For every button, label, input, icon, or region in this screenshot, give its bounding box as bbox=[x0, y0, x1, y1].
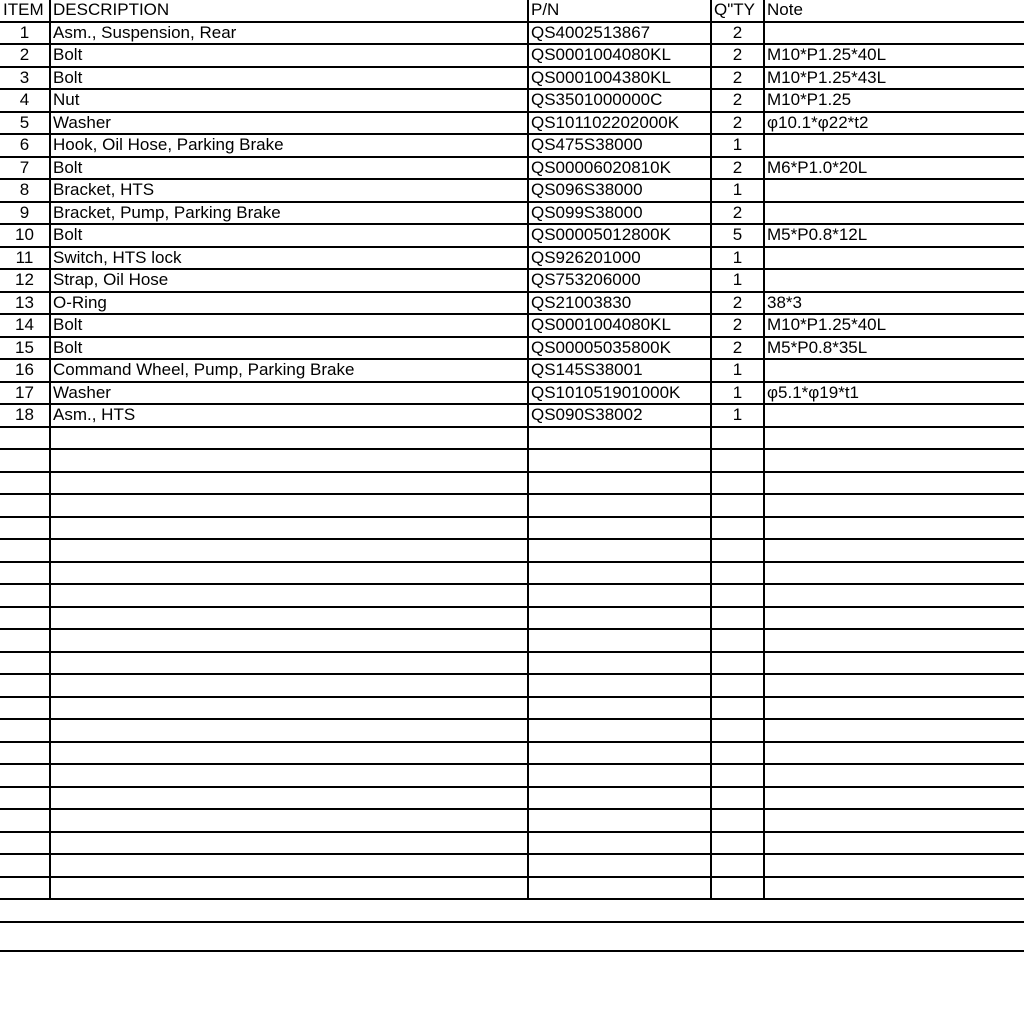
cell-item bbox=[0, 854, 50, 877]
cell-part-number bbox=[528, 787, 711, 810]
cell-item: 11 bbox=[0, 247, 50, 270]
table-row bbox=[0, 674, 1024, 697]
header-note: Note bbox=[764, 0, 1024, 22]
cell-item bbox=[0, 877, 50, 900]
cell-quantity: 1 bbox=[711, 179, 764, 202]
cell-description: Bolt bbox=[50, 67, 528, 90]
cell-note bbox=[764, 607, 1024, 630]
cell-description bbox=[50, 854, 528, 877]
table-row bbox=[0, 742, 1024, 765]
header-item: ITEM bbox=[0, 0, 50, 22]
cell-quantity bbox=[711, 517, 764, 540]
cell-part-number bbox=[528, 427, 711, 450]
cell-description bbox=[50, 629, 528, 652]
table-row bbox=[0, 292, 1024, 315]
cell-part-number bbox=[528, 697, 711, 720]
cell-item bbox=[0, 674, 50, 697]
cell-item bbox=[0, 629, 50, 652]
cell-description: Asm., HTS bbox=[50, 404, 528, 427]
table-row bbox=[0, 562, 1024, 585]
cell-item: 6 bbox=[0, 134, 50, 157]
table-row bbox=[0, 539, 1024, 562]
table-row bbox=[0, 427, 1024, 450]
cell-quantity: 1 bbox=[711, 382, 764, 405]
cell-note bbox=[764, 629, 1024, 652]
cell-description bbox=[50, 584, 528, 607]
cell-description bbox=[50, 607, 528, 630]
cell-description: Washer bbox=[50, 112, 528, 135]
cell-part-number bbox=[528, 877, 711, 900]
cell-part-number bbox=[528, 652, 711, 675]
cell-note: M10*P1.25 bbox=[764, 89, 1024, 112]
cell-item: 12 bbox=[0, 269, 50, 292]
table-row bbox=[0, 359, 1024, 382]
table-row bbox=[0, 22, 1024, 45]
table-row bbox=[0, 404, 1024, 427]
table-row bbox=[0, 179, 1024, 202]
table-row bbox=[0, 472, 1024, 495]
table-row bbox=[0, 832, 1024, 855]
cell-note bbox=[764, 472, 1024, 495]
cell-note: φ10.1*φ22*t2 bbox=[764, 112, 1024, 135]
cell-part-number: QS101102202000K bbox=[528, 112, 711, 135]
cell-note bbox=[764, 697, 1024, 720]
table-row bbox=[0, 449, 1024, 472]
cell-note bbox=[764, 134, 1024, 157]
footer-divider-bottom bbox=[0, 950, 1024, 952]
cell-note bbox=[764, 494, 1024, 517]
cell-description: Hook, Oil Hose, Parking Brake bbox=[50, 134, 528, 157]
table-row bbox=[0, 67, 1024, 90]
table-row bbox=[0, 584, 1024, 607]
cell-note bbox=[764, 674, 1024, 697]
cell-part-number: QS090S38002 bbox=[528, 404, 711, 427]
table-row bbox=[0, 202, 1024, 225]
cell-part-number: QS096S38000 bbox=[528, 179, 711, 202]
table-row bbox=[0, 517, 1024, 540]
cell-quantity: 1 bbox=[711, 134, 764, 157]
cell-description bbox=[50, 787, 528, 810]
cell-note: M10*P1.25*43L bbox=[764, 67, 1024, 90]
cell-description: Bolt bbox=[50, 314, 528, 337]
cell-part-number: QS145S38001 bbox=[528, 359, 711, 382]
cell-description bbox=[50, 427, 528, 450]
cell-item: 1 bbox=[0, 22, 50, 45]
cell-part-number: QS101051901000K bbox=[528, 382, 711, 405]
cell-quantity bbox=[711, 562, 764, 585]
cell-description: Bolt bbox=[50, 224, 528, 247]
table-row bbox=[0, 719, 1024, 742]
cell-part-number: QS0001004080KL bbox=[528, 44, 711, 67]
cell-item: 3 bbox=[0, 67, 50, 90]
cell-item bbox=[0, 449, 50, 472]
table-row bbox=[0, 44, 1024, 67]
cell-note bbox=[764, 832, 1024, 855]
cell-quantity bbox=[711, 652, 764, 675]
cell-description: Strap, Oil Hose bbox=[50, 269, 528, 292]
header-description: DESCRIPTION bbox=[50, 0, 528, 22]
cell-item bbox=[0, 742, 50, 765]
cell-quantity bbox=[711, 427, 764, 450]
cell-note bbox=[764, 449, 1024, 472]
cell-quantity bbox=[711, 674, 764, 697]
cell-item bbox=[0, 719, 50, 742]
cell-note bbox=[764, 809, 1024, 832]
cell-description: Bolt bbox=[50, 157, 528, 180]
cell-part-number bbox=[528, 494, 711, 517]
cell-part-number bbox=[528, 449, 711, 472]
cell-quantity bbox=[711, 472, 764, 495]
cell-quantity bbox=[711, 854, 764, 877]
table-row bbox=[0, 877, 1024, 900]
table-row bbox=[0, 697, 1024, 720]
cell-description bbox=[50, 449, 528, 472]
cell-item: 13 bbox=[0, 292, 50, 315]
cell-part-number: QS099S38000 bbox=[528, 202, 711, 225]
cell-quantity: 1 bbox=[711, 247, 764, 270]
table-row bbox=[0, 247, 1024, 270]
cell-quantity bbox=[711, 494, 764, 517]
cell-note bbox=[764, 539, 1024, 562]
cell-part-number bbox=[528, 539, 711, 562]
cell-description: Asm., Suspension, Rear bbox=[50, 22, 528, 45]
cell-note: M5*P0.8*35L bbox=[764, 337, 1024, 360]
cell-item bbox=[0, 584, 50, 607]
cell-note: M5*P0.8*12L bbox=[764, 224, 1024, 247]
cell-item: 17 bbox=[0, 382, 50, 405]
cell-part-number: QS00005012800K bbox=[528, 224, 711, 247]
cell-quantity bbox=[711, 832, 764, 855]
cell-item bbox=[0, 539, 50, 562]
cell-description bbox=[50, 764, 528, 787]
cell-note bbox=[764, 359, 1024, 382]
cell-item: 10 bbox=[0, 224, 50, 247]
cell-item: 18 bbox=[0, 404, 50, 427]
cell-note bbox=[764, 877, 1024, 900]
cell-quantity: 2 bbox=[711, 157, 764, 180]
cell-part-number bbox=[528, 629, 711, 652]
cell-quantity: 2 bbox=[711, 44, 764, 67]
table-row bbox=[0, 134, 1024, 157]
cell-part-number bbox=[528, 607, 711, 630]
cell-item bbox=[0, 832, 50, 855]
cell-quantity: 2 bbox=[711, 89, 764, 112]
table-row bbox=[0, 157, 1024, 180]
footer-divider-top bbox=[0, 921, 1024, 923]
cell-description bbox=[50, 517, 528, 540]
cell-item bbox=[0, 562, 50, 585]
cell-item: 2 bbox=[0, 44, 50, 67]
cell-item bbox=[0, 809, 50, 832]
cell-description bbox=[50, 652, 528, 675]
cell-note: 38*3 bbox=[764, 292, 1024, 315]
table-row bbox=[0, 764, 1024, 787]
cell-quantity bbox=[711, 742, 764, 765]
cell-description bbox=[50, 832, 528, 855]
cell-note bbox=[764, 787, 1024, 810]
cell-note bbox=[764, 517, 1024, 540]
table-row bbox=[0, 314, 1024, 337]
cell-description: Bracket, HTS bbox=[50, 179, 528, 202]
cell-item bbox=[0, 607, 50, 630]
cell-part-number: QS3501000000C bbox=[528, 89, 711, 112]
cell-item: 4 bbox=[0, 89, 50, 112]
cell-item: 7 bbox=[0, 157, 50, 180]
cell-note bbox=[764, 652, 1024, 675]
cell-part-number bbox=[528, 719, 711, 742]
table-row bbox=[0, 224, 1024, 247]
cell-item: 16 bbox=[0, 359, 50, 382]
cell-quantity: 2 bbox=[711, 314, 764, 337]
cell-quantity: 2 bbox=[711, 22, 764, 45]
cell-quantity: 2 bbox=[711, 112, 764, 135]
cell-description bbox=[50, 877, 528, 900]
cell-description bbox=[50, 562, 528, 585]
cell-description bbox=[50, 539, 528, 562]
cell-item: 8 bbox=[0, 179, 50, 202]
cell-part-number: QS21003830 bbox=[528, 292, 711, 315]
cell-quantity: 1 bbox=[711, 404, 764, 427]
table-row bbox=[0, 494, 1024, 517]
cell-part-number bbox=[528, 562, 711, 585]
table-row bbox=[0, 854, 1024, 877]
table-row bbox=[0, 337, 1024, 360]
cell-note: M10*P1.25*40L bbox=[764, 314, 1024, 337]
cell-part-number: QS0001004080KL bbox=[528, 314, 711, 337]
cell-item bbox=[0, 764, 50, 787]
cell-note bbox=[764, 22, 1024, 45]
cell-item bbox=[0, 652, 50, 675]
cell-description bbox=[50, 697, 528, 720]
cell-description bbox=[50, 674, 528, 697]
cell-part-number bbox=[528, 674, 711, 697]
cell-item: 5 bbox=[0, 112, 50, 135]
cell-quantity bbox=[711, 719, 764, 742]
table-row bbox=[0, 607, 1024, 630]
cell-item: 14 bbox=[0, 314, 50, 337]
cell-item bbox=[0, 697, 50, 720]
cell-quantity bbox=[711, 449, 764, 472]
cell-part-number bbox=[528, 854, 711, 877]
cell-note bbox=[764, 269, 1024, 292]
cell-note: M6*P1.0*20L bbox=[764, 157, 1024, 180]
cell-note bbox=[764, 854, 1024, 877]
cell-part-number bbox=[528, 832, 711, 855]
cell-quantity bbox=[711, 584, 764, 607]
table-header-row bbox=[0, 0, 1024, 22]
cell-description bbox=[50, 719, 528, 742]
cell-note: φ5.1*φ19*t1 bbox=[764, 382, 1024, 405]
cell-part-number: QS926201000 bbox=[528, 247, 711, 270]
cell-description: Command Wheel, Pump, Parking Brake bbox=[50, 359, 528, 382]
cell-quantity: 1 bbox=[711, 269, 764, 292]
cell-item: 15 bbox=[0, 337, 50, 360]
cell-description: Washer bbox=[50, 382, 528, 405]
table-row bbox=[0, 269, 1024, 292]
cell-description: Switch, HTS lock bbox=[50, 247, 528, 270]
cell-description: Bracket, Pump, Parking Brake bbox=[50, 202, 528, 225]
cell-quantity bbox=[711, 809, 764, 832]
cell-quantity: 2 bbox=[711, 67, 764, 90]
cell-item bbox=[0, 427, 50, 450]
cell-note bbox=[764, 764, 1024, 787]
cell-note bbox=[764, 562, 1024, 585]
cell-item: 9 bbox=[0, 202, 50, 225]
header-quantity: Q"TY bbox=[711, 0, 764, 22]
cell-note bbox=[764, 247, 1024, 270]
cell-quantity bbox=[711, 787, 764, 810]
cell-part-number bbox=[528, 742, 711, 765]
cell-quantity bbox=[711, 877, 764, 900]
cell-part-number bbox=[528, 584, 711, 607]
table-row bbox=[0, 382, 1024, 405]
cell-item bbox=[0, 472, 50, 495]
table-row bbox=[0, 629, 1024, 652]
cell-description: O-Ring bbox=[50, 292, 528, 315]
cell-quantity: 2 bbox=[711, 337, 764, 360]
cell-note bbox=[764, 719, 1024, 742]
cell-note bbox=[764, 742, 1024, 765]
cell-part-number bbox=[528, 764, 711, 787]
cell-quantity bbox=[711, 607, 764, 630]
cell-quantity bbox=[711, 539, 764, 562]
cell-quantity: 5 bbox=[711, 224, 764, 247]
cell-quantity bbox=[711, 629, 764, 652]
cell-item bbox=[0, 517, 50, 540]
cell-part-number: QS0001004380KL bbox=[528, 67, 711, 90]
cell-quantity bbox=[711, 697, 764, 720]
cell-note bbox=[764, 427, 1024, 450]
cell-part-number: QS4002513867 bbox=[528, 22, 711, 45]
cell-item bbox=[0, 787, 50, 810]
header-part-number: P/N bbox=[528, 0, 711, 22]
cell-quantity: 1 bbox=[711, 359, 764, 382]
cell-quantity: 2 bbox=[711, 202, 764, 225]
table-row bbox=[0, 787, 1024, 810]
table-row bbox=[0, 112, 1024, 135]
cell-description bbox=[50, 742, 528, 765]
cell-part-number bbox=[528, 517, 711, 540]
cell-note: M10*P1.25*40L bbox=[764, 44, 1024, 67]
cell-part-number: QS00006020810K bbox=[528, 157, 711, 180]
table-row bbox=[0, 809, 1024, 832]
cell-part-number bbox=[528, 472, 711, 495]
cell-quantity: 2 bbox=[711, 292, 764, 315]
cell-note bbox=[764, 584, 1024, 607]
cell-description bbox=[50, 809, 528, 832]
cell-item bbox=[0, 494, 50, 517]
cell-part-number: QS753206000 bbox=[528, 269, 711, 292]
cell-description: Nut bbox=[50, 89, 528, 112]
cell-quantity bbox=[711, 764, 764, 787]
cell-part-number: QS00005035800K bbox=[528, 337, 711, 360]
table-row bbox=[0, 652, 1024, 675]
cell-note bbox=[764, 202, 1024, 225]
cell-part-number: QS475S38000 bbox=[528, 134, 711, 157]
cell-description bbox=[50, 494, 528, 517]
cell-description bbox=[50, 472, 528, 495]
cell-description: Bolt bbox=[50, 337, 528, 360]
table-row bbox=[0, 89, 1024, 112]
cell-part-number bbox=[528, 809, 711, 832]
cell-note bbox=[764, 179, 1024, 202]
cell-description: Bolt bbox=[50, 44, 528, 67]
cell-note bbox=[764, 404, 1024, 427]
